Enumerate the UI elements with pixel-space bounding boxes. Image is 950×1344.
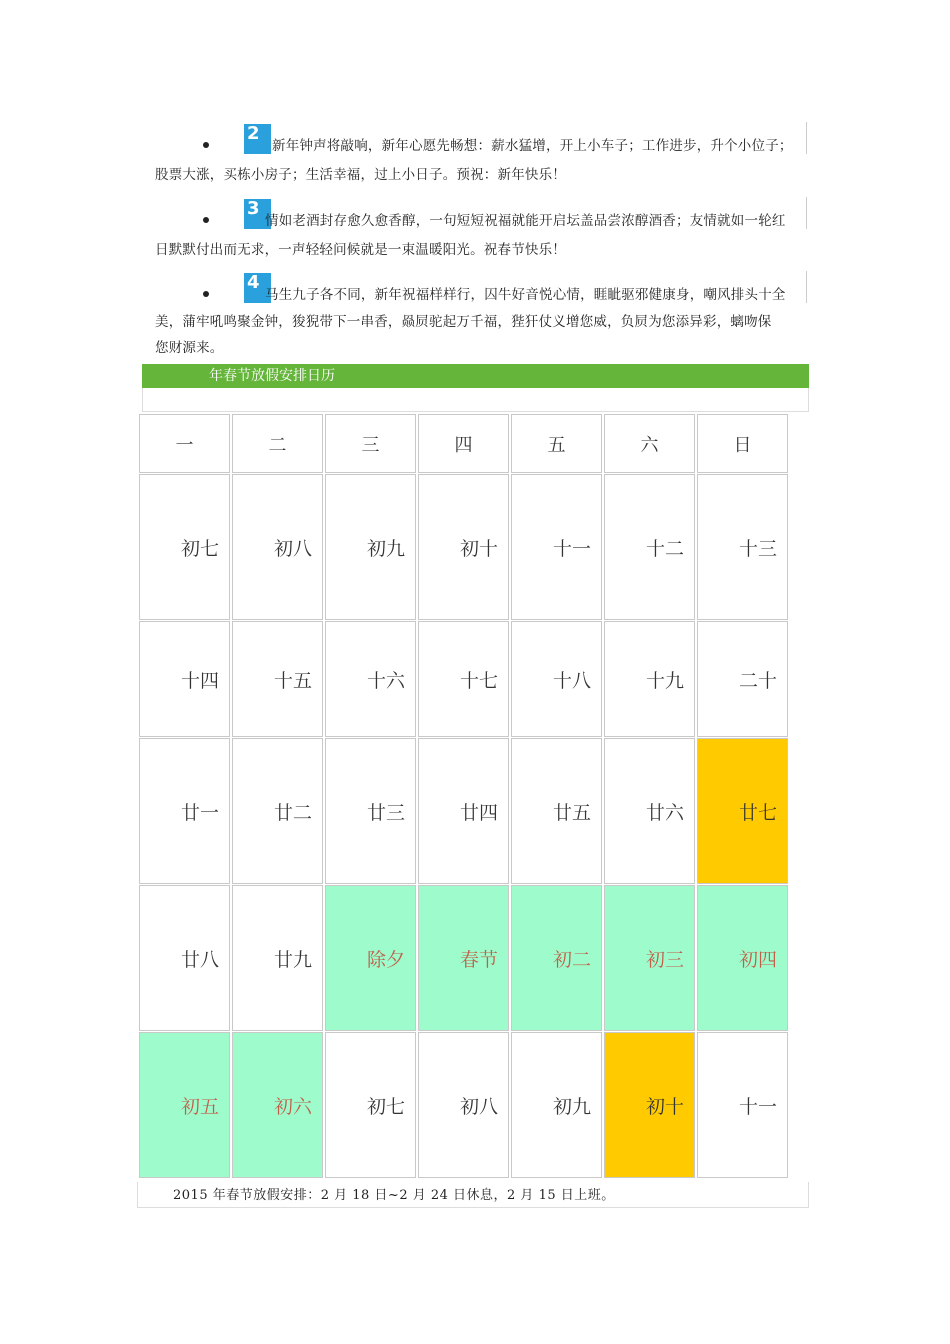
calendar-day-cell: 廿四	[418, 738, 509, 884]
holiday-note: 2015 年春节放假安排：2 月 18 日~2 月 24 日休息，2 月 15 日上班。	[137, 1182, 809, 1208]
calendar-day-cell: 廿五	[511, 738, 602, 884]
calendar-day-cell: 初八	[418, 1032, 509, 1178]
number-badge: 3	[244, 199, 271, 229]
calendar-day-cell: 十八	[511, 621, 602, 737]
calendar-title: 年春节放假安排日历	[209, 368, 335, 384]
calendar-day-cell: 十五	[232, 621, 323, 737]
calendar-day-cell: 廿七	[697, 738, 788, 884]
bullet-icon	[203, 142, 209, 148]
weekday-header: 三	[325, 414, 416, 473]
wish-line: 情如老酒封存愈久愈香醇，一句短短祝福就能开启坛盖品尝浓醇酒香；友情就如一轮红	[265, 213, 786, 229]
calendar-day-cell: 除夕	[325, 885, 416, 1031]
calendar-week-row	[139, 621, 788, 737]
calendar-day-cell: 初五	[139, 1032, 230, 1178]
calendar-day-cell: 十一	[697, 1032, 788, 1178]
weekday-header: 六	[604, 414, 695, 473]
weekday-header-row	[139, 414, 788, 473]
wish-item	[155, 122, 807, 198]
calendar-day-cell: 初七	[139, 474, 230, 620]
text-frame-edge	[806, 122, 807, 154]
calendar-day-cell: 初三	[604, 885, 695, 1031]
bullet-icon	[203, 217, 209, 223]
calendar-day-cell: 十四	[139, 621, 230, 737]
weekday-header: 一	[139, 414, 230, 473]
wish-list	[155, 122, 807, 364]
wish-item	[155, 271, 807, 361]
wish-line: 日默默付出而无求，一声轻轻问候就是一束温暖阳光。祝春节快乐！	[155, 242, 566, 258]
wish-line: 股票大涨，买栋小房子；生活幸福，过上小日子。预祝：新年快乐！	[155, 167, 566, 183]
wish-line: 马生九子各不同，新年祝福样样行，囚牛好音悦心情，睚眦驱邪健康身，嘲风排头十全	[265, 287, 786, 303]
calendar-day-cell: 初十	[604, 1032, 695, 1178]
weekday-header: 四	[418, 414, 509, 473]
calendar-day-cell: 十二	[604, 474, 695, 620]
calendar-title-banner	[142, 364, 809, 388]
calendar-day-cell: 初八	[232, 474, 323, 620]
calendar-week-row	[139, 738, 788, 884]
calendar-day-cell: 初七	[325, 1032, 416, 1178]
calendar-title-spacer	[142, 388, 809, 412]
calendar-day-cell: 廿九	[232, 885, 323, 1031]
calendar-day-cell: 初十	[418, 474, 509, 620]
calendar-day-cell: 十一	[511, 474, 602, 620]
wish-line: 您财源来。	[155, 340, 224, 356]
wish-line: 新年钟声将敲响，新年心愿先畅想：薪水猛增，开上小车子；工作进步，升个小位子；	[272, 138, 793, 154]
calendar-day-cell: 十六	[325, 621, 416, 737]
calendar-day-cell: 初二	[511, 885, 602, 1031]
text-frame-edge	[806, 271, 807, 303]
weekday-header: 二	[232, 414, 323, 473]
calendar-day-cell: 廿二	[232, 738, 323, 884]
wish-line: 美，蒲牢吼鸣聚金钟，狻猊带下一串香，赑屃驼起万千福，狴犴仗义增您威，负屃为您添异彩，螭吻保	[155, 314, 772, 330]
calendar-day-cell: 初四	[697, 885, 788, 1031]
calendar-day-cell: 二十	[697, 621, 788, 737]
calendar-day-cell: 廿六	[604, 738, 695, 884]
holiday-calendar	[137, 413, 790, 1179]
calendar-day-cell: 初六	[232, 1032, 323, 1178]
calendar-week-row	[139, 474, 788, 620]
calendar-day-cell: 十九	[604, 621, 695, 737]
text-frame-edge	[806, 197, 807, 229]
calendar-day-cell: 初九	[511, 1032, 602, 1178]
calendar-day-cell: 春节	[418, 885, 509, 1031]
weekday-header: 日	[697, 414, 788, 473]
calendar-day-cell: 廿八	[139, 885, 230, 1031]
weekday-header: 五	[511, 414, 602, 473]
number-badge: 2	[244, 124, 271, 154]
calendar-day-cell: 十七	[418, 621, 509, 737]
wish-item	[155, 197, 807, 273]
bullet-icon	[203, 291, 209, 297]
calendar-day-cell: 初九	[325, 474, 416, 620]
calendar-week-row	[139, 1032, 788, 1178]
calendar-day-cell: 廿三	[325, 738, 416, 884]
calendar-day-cell: 廿一	[139, 738, 230, 884]
calendar-day-cell: 十三	[697, 474, 788, 620]
calendar-week-row	[139, 885, 788, 1031]
number-badge: 4	[244, 273, 271, 303]
